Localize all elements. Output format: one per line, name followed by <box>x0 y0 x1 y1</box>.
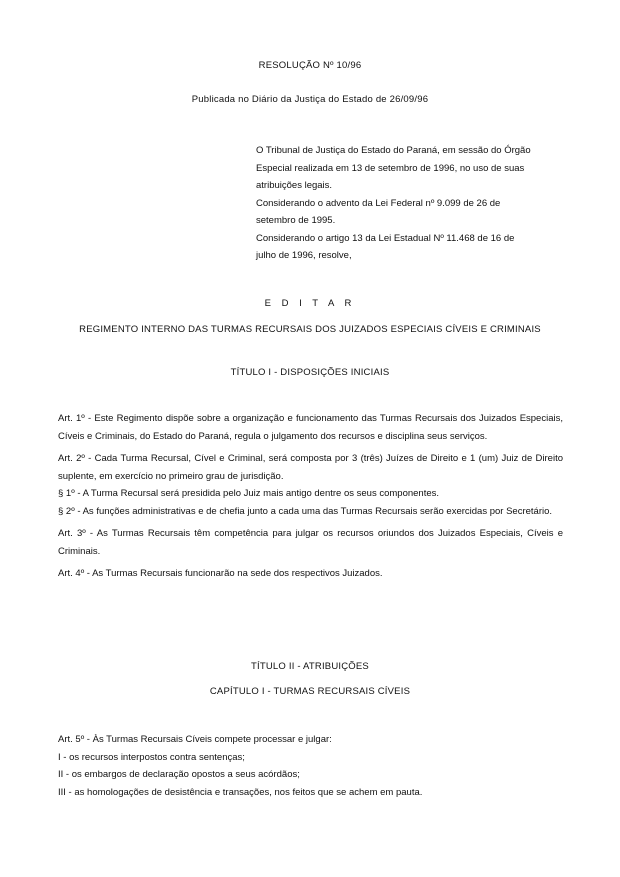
titulo-2-heading: TÍTULO II - ATRIBUIÇÕES <box>251 661 369 672</box>
publication-note: Publicada no Diário da Justiça do Estado de 26/09/96 <box>191 94 429 105</box>
editar-heading: E D I T A R <box>264 298 356 309</box>
preamble-line: setembro de 1995. <box>256 215 336 226</box>
article-2-paragraph-2: § 2º - As funções administrativas e de chefia junto a cada uma das Turmas Recursais serão exercidas por Secretário. <box>58 505 553 517</box>
preamble-line: atribuições legais. <box>256 180 333 191</box>
article-1: Art. 1º - Este Regimento dispõe sobre a organização e funcionamento das Turmas Recursais dos Juizados Especiais, Cíveis e Criminais, do Estado do Paraná, regula o julgamento dos recursos e disciplina seus serviços. <box>58 413 563 442</box>
article-5-item-2: II - os embargos de declaração opostos a seus acórdãos; <box>58 769 300 780</box>
articles-block-2 <box>58 731 563 801</box>
titulo-1-heading: TÍTULO I - DISPOSIÇÕES INICIAIS <box>230 367 390 378</box>
preamble-line: Considerando o artigo 13 da Lei Estadual Nº 11.468 de 16 de <box>256 232 515 244</box>
article-5-item-3: III - as homologações de desistência e transações, nos feitos que se achem em pauta. <box>58 786 423 798</box>
article-4: Art. 4º - As Turmas Recursais funcionarão na sede dos respectivos Juizados. <box>58 568 383 579</box>
document-title: RESOLUÇÃO Nº 10/96 <box>258 60 362 71</box>
preamble-line: Especial realizada em 13 de setembro de 1996, no uso de suas <box>256 162 525 174</box>
preamble-line: O Tribunal de Justiça do Estado do Paraná, em sessão do Órgão <box>256 145 531 156</box>
preamble-line: Considerando o advento da Lei Federal nº 9.099 de 26 de <box>256 197 501 209</box>
article-2: Art. 2º - Cada Turma Recursal, Cível e Criminal, será composta por 3 (três) Juízes de Direito e 1 (um) Juiz de Direito suplente, em exercício no primeiro grau de jurisdição. <box>58 453 563 482</box>
article-2-paragraph-1: § 1º - A Turma Recursal será presidida pelo Juiz mais antigo dentre os seus componentes. <box>58 488 440 499</box>
preamble <box>256 142 566 265</box>
articles-block-1 <box>58 410 563 583</box>
preamble-line: julho de 1996, resolve, <box>256 250 352 261</box>
article-5: Art. 5º - Às Turmas Recursais Cíveis compete processar e julgar: <box>58 734 332 745</box>
capitulo-1-heading: CAPÍTULO I - TURMAS RECURSAIS CÍVEIS <box>209 686 411 697</box>
regimento-heading: REGIMENTO INTERNO DAS TURMAS RECURSAIS DOS JUIZADOS ESPECIAIS CÍVEIS E CRIMINAIS <box>79 324 541 335</box>
article-3: Art. 3º - As Turmas Recursais têm competência para julgar os recursos oriundos dos Juizados Especiais, Cíveis e Criminais. <box>58 528 563 557</box>
article-5-item-1: I - os recursos interpostos contra sentenças; <box>58 751 245 763</box>
